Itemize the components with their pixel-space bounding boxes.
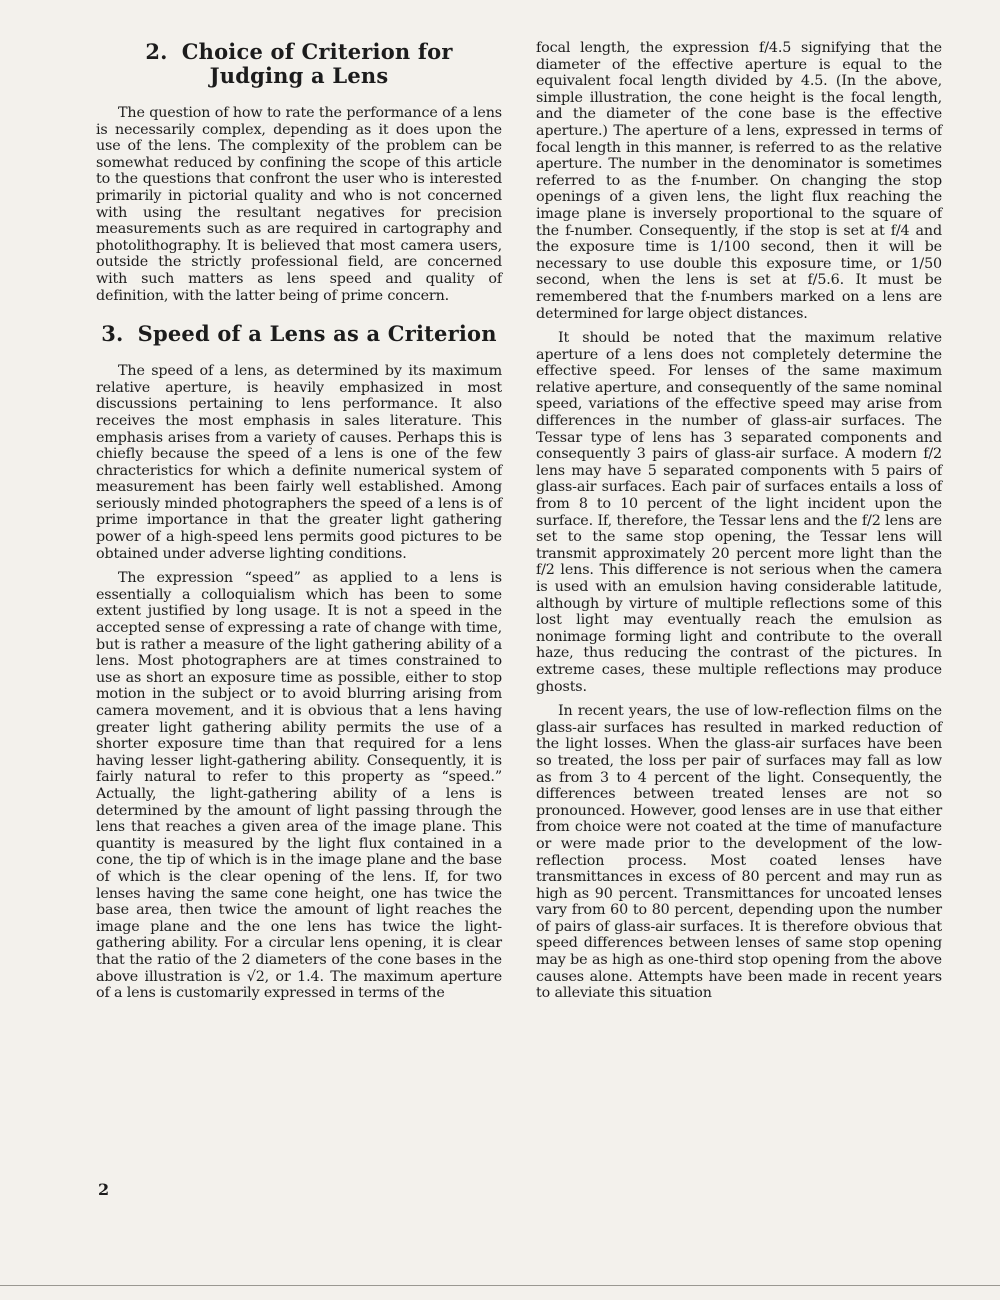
page-edge-divider <box>0 1285 1000 1286</box>
section-2-paragraph: The question of how to rate the performance of a lens is necessarily complex, depending as it does upon the use of the lens. The complexity of the problem can be somewhat reduced by confining the scope of this article to the questions that confront the user who is interested primarily in pictorial quality and who is not concerned with using the resultant negatives for precision measurements such as are required in cartography and photolithography. It is believed that most camera users, outside the strictly professional field, are concerned with such matters as lens speed and quality of definition, with the latter being of prime concern. <box>96 105 502 304</box>
section-2-heading <box>96 40 502 88</box>
page-number: 2 <box>98 1180 110 1199</box>
section-2-number: 2. <box>145 39 168 64</box>
section-3-paragraph-1: The speed of a lens, as determined by its maximum relative aperture, is heavily emphasized in most discussions pertaining to lens performance. It also receives the most emphasis in sales literature. This emphasis arises from a variety of causes. Perhaps this is chiefly because the speed of a lens is one of the few chracteristics for which a definite numerical system of measurement has been fairly well established. Among seriously minded photographers the speed of a lens is of prime importance in that the greater light gathering power of a high-speed lens permits good pictures to be obtained under adverse lighting conditions. <box>96 363 502 562</box>
right-paragraph-2: It should be noted that the maximum relative aperture of a lens does not completely determine the effective speed. For lenses of the same maximum relative aperture, and consequently of the same nominal speed, variations of the effective speed may arise from differences in the number of glass-air surfaces. The Tessar type of lens has 3 separated components and consequently 3 pairs of glass-air surface. A modern f/2 lens may have 5 separated components with 5 pairs of glass-air surfaces. Each pair of surfaces entails a loss of from 8 to 10 percent of the light incident upon the surface. If, therefore, the Tessar lens and the f/2 lens are set to the same stop opening, the Tessar lens will transmit approximately 20 percent more light than the f/2 lens. This difference is not serious when the camera is used with an emulsion having considerable latitude, although by virture of multiple reflections some of this lost light may eventually reach the emulsion as nonimage forming light and contribute to the overall haze, thus reducing the contrast of the pictures. In extreme cases, these multiple reflections may produce ghosts. <box>536 330 942 695</box>
section-3-paragraph-2: The expression “speed” as applied to a lens is essentially a colloquialism which has been to some extent justified by long usage. It is not a speed in the accepted sense of expressing a rate of change with time, but is rather a measure of the light gathering ability of a lens. Most photographers are at times constrained to use as short an exposure time as possible, either to stop motion in the subject or to avoid blurring arising from camera movement, and it is obvious that a lens having greater light gathering ability permits the use of a shorter exposure time than that required for a lens having lesser light-gathering ability. Consequently, it is fairly natural to refer to this property as “speed.” Actually, the light-gathering ability of a lens is determined by the amount of light passing through the lens that reaches a given area of the image plane. This quantity is measured by the light flux contained in a cone, the tip of which is in the image plane and the base of which is the clear opening of the lens. If, for two lenses having the same cone height, one has twice the base area, then twice the amount of light reaches the image plane and the one lens has twice the light-gathering ability. For a circular lens opening, it is clear that the ratio of the 2 diameters of the cone bases in the above illustration is √2, or 1.4. The maximum aperture of a lens is customarily expressed in terms of the <box>96 570 502 1002</box>
section-3-title: Speed of a Lens as a Criterion <box>137 321 497 347</box>
section-2-title: Choice of Criterion for Judging a Lens <box>181 39 453 88</box>
right-paragraph-1: focal length, the expression f/4.5 signifying that the diameter of the effective aperture is equal to the equivalent focal length divided by 4.5. (In the above, simple illustration, the cone height is the focal length, and the diameter of the cone base is the effective aperture.) The aperture of a lens, expressed in terms of focal length in this manner, is referred to as the relative aperture. The number in the denominator is sometimes referred to as the f-number. On changing the stop openings of a given lens, the light flux reaching the image plane is inversely proportional to the square of the f-number. Consequently, if the stop is set at f/4 and the exposure time is 1/100 second, then it will be necessary to use double this exposure time, or 1/50 second, when the lens is set at f/5.6. It must be remembered that the f-numbers marked on a lens are determined for large object distances. <box>536 40 942 322</box>
section-3-number: 3. <box>101 321 124 347</box>
left-column <box>96 40 502 1002</box>
right-paragraph-3: In recent years, the use of low-reflection films on the glass-air surfaces has resulted in marked reduction of the light losses. When the glass-air surfaces have been so treated, the loss per pair of surfaces may fall as low as from 3 to 4 percent of the light. Consequently, the differences between treated lenses are not so pronounced. However, good lenses are in use that either from choice were not coated at the time of manufacture or were made prior to the development of the low-reflection process. Most coated lenses have transmittances in excess of 80 percent and may run as high as 90 percent. Transmittances for uncoated lenses vary from 60 to 80 percent, depending upon the number of pairs of glass-air surfaces. It is therefore obvious that speed differences between lenses of same stop opening may be as high as one-third stop opening from the above causes alone. Attempts have been made in recent years to alleviate this situation <box>536 703 942 1002</box>
section-3-heading <box>96 322 502 346</box>
right-column <box>536 40 942 1002</box>
